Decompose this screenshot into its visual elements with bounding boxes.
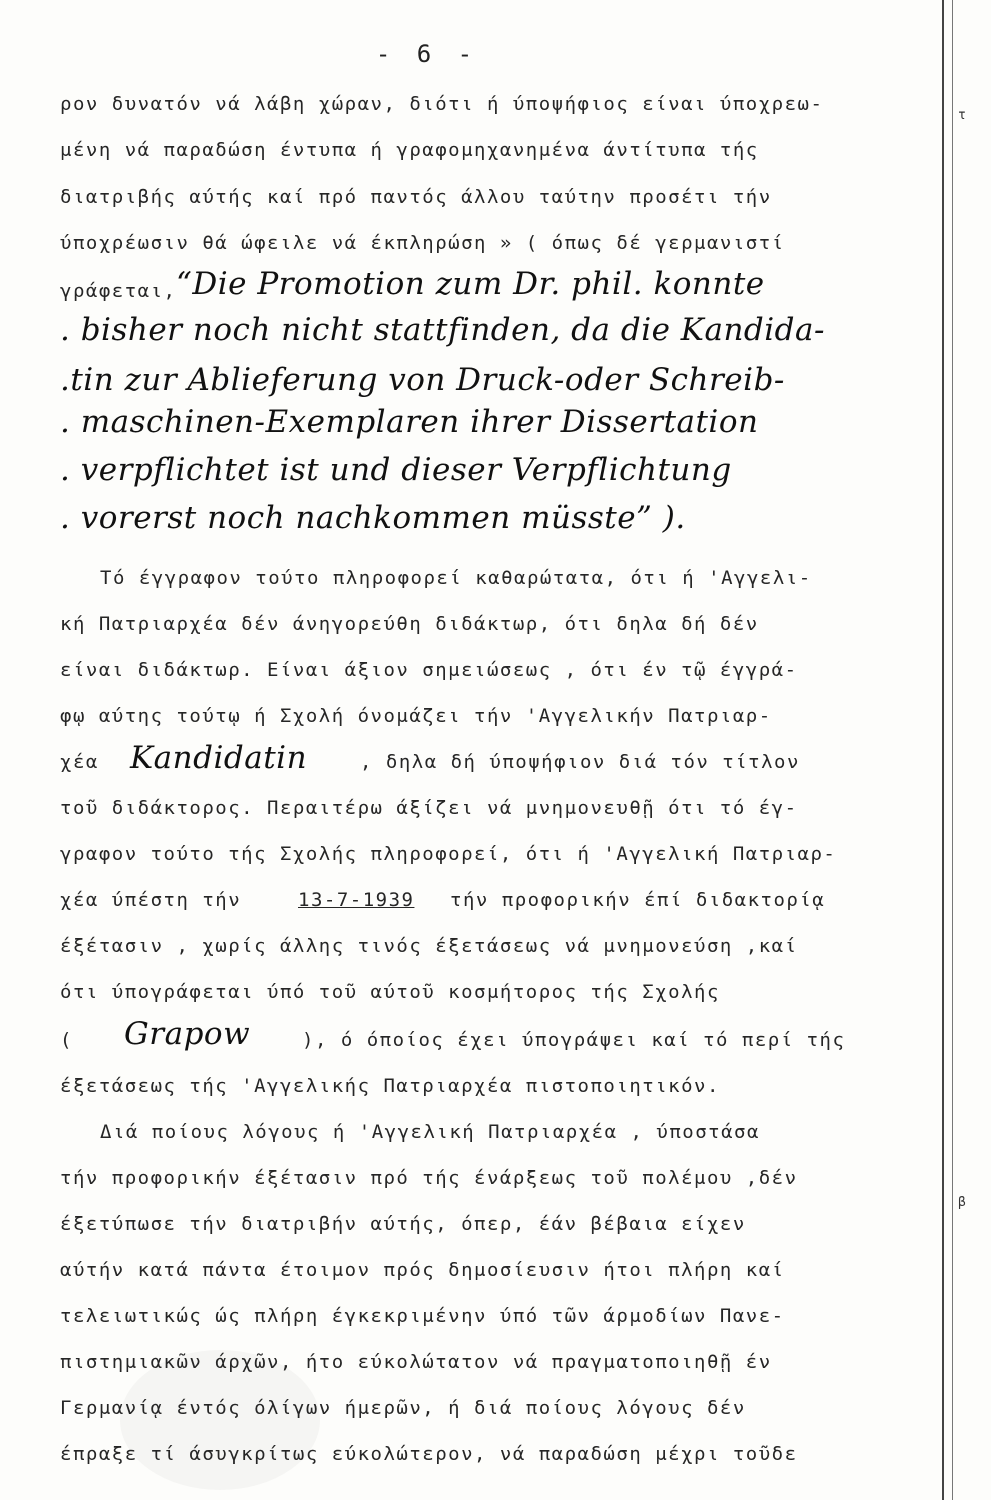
margin-mark: β	[958, 1195, 966, 1210]
text-line: τοῦ διδάκτορος. Περαιτέρω άξίζει νά μνημονευθῇ ότι τό έγ-	[60, 797, 798, 819]
text-line: μένη νά παραδώση έντυπα ή γραφομηχανημένα άντίτυπα τής	[60, 139, 759, 161]
text-line: ρον δυνατόν νά λάβη χώραν, διότι ή ύποψήφιος είναι ύποχρεω-	[60, 93, 824, 115]
text-line: χέα	[60, 751, 99, 773]
handwritten-word: Kandidatin	[130, 740, 308, 776]
margin-mark: τ	[958, 108, 966, 123]
text-line: Τό έγγραφον τούτο πληροφορεί καθαρώτατα, ότι ή 'Αγγελι-	[100, 567, 812, 589]
page-number: - 6 -	[375, 40, 479, 68]
text-line: τελειωτικώς ώς πλήρη έγκεκριμένην ύπό τῶν άρμοδίων Πανε-	[60, 1305, 785, 1327]
handwritten-quote-line: . verpflichtet ist und dieser Verpflichtung	[60, 452, 732, 488]
handwritten-word: Grapow	[124, 1016, 251, 1052]
text-line: αύτήν κατά πάντα έτοιμον πρός δημοσίευσιν ήτοι πλήρη καί	[60, 1259, 785, 1281]
handwritten-quote-line: . maschinen-Exemplaren ihrer Dissertation	[60, 404, 759, 440]
handwritten-quote-line: “Die Promotion zum Dr. phil. konnte	[176, 266, 765, 302]
text-line: φῳ αύτης τούτῳ ή Σχολή όνομάζει τήν 'Αγγελικήν Πατριαρ-	[60, 705, 772, 727]
date-text: 13-7-1939	[298, 889, 415, 911]
text-line: έξετύπωσε τήν διατριβήν αύτής, όπερ, έάν βέβαια είχεν	[60, 1213, 746, 1235]
text-line: έπραξε τί άσυγκρίτως εύκολώτερον, νά παραδώση μέχρι τοῦδε	[60, 1443, 798, 1465]
text-line: τήν προφορικήν έξέτασιν πρό τής ένάρξεως τοῦ πολέμου ,δέν	[60, 1167, 798, 1189]
text-line: ), ό όποίος έχει ύπογράψει καί τό περί τής	[302, 1029, 846, 1051]
handwritten-quote-line: .tin zur Ablieferung von Druck-oder Schreib-	[60, 362, 785, 398]
text-line: έξέτασιν , χωρίς άλλης τινός έξετάσεως νά μνημονεύση ,καί	[60, 935, 798, 957]
text-line: ύποχρέωσιν θά ώφειλε νά έκπληρώση » ( όπως δέ γερμανιστί	[60, 232, 785, 254]
text-line: είναι διδάκτωρ. Είναι άξιον σημειώσεως , ότι έν τῷ έγγρά-	[60, 659, 798, 681]
scan-edge-line-inner	[952, 0, 953, 1500]
text-line: πιστημιακῶν άρχῶν, ήτο εύκολώτατον νά πραγματοποιηθῇ έν	[60, 1351, 772, 1373]
text-line: ότι ύπογράφεται ύπό τοῦ αύτοῦ κοσμήτορος τής Σχολής	[60, 981, 720, 1003]
text-line: γράφεται,	[60, 280, 177, 302]
scan-edge-line	[942, 0, 944, 1500]
text-line: γραφον τούτο τής Σχολής πληροφορεί, ότι ή 'Αγγελική Πατριαρ-	[60, 843, 837, 865]
text-line: κή Πατριαρχέα δέν άνηγορεύθη διδάκτωρ, ότι δηλα δή δέν	[60, 613, 759, 635]
text-line: διατριβής αύτής καί πρό παντός άλλου ταύτην προσέτι τήν	[60, 186, 772, 208]
text-line: Διά ποίους λόγους ή 'Αγγελική Πατριαρχέα , ύποστάσα	[100, 1121, 760, 1143]
handwritten-quote-line: . bisher noch nicht stattfinden, da die Kandida-	[60, 312, 825, 348]
text-line: έξετάσεως τής 'Αγγελικής Πατριαρχέα πιστοποιητικόν.	[60, 1075, 720, 1097]
text-line: (	[60, 1029, 73, 1051]
text-line: χέα ύπέστη τήν	[60, 889, 242, 911]
handwritten-quote-line: . vorerst noch nachkommen müsste” ).	[60, 500, 686, 536]
text-line: , δηλα δή ύποψήφιον διά τόν τίτλον	[360, 751, 800, 773]
text-line: τήν προφορικήν έπί διδακτορίᾳ	[450, 889, 826, 911]
text-line: Γερμανίᾳ έντός όλίγων ήμερῶν, ή διά ποίους λόγους δέν	[60, 1397, 746, 1419]
